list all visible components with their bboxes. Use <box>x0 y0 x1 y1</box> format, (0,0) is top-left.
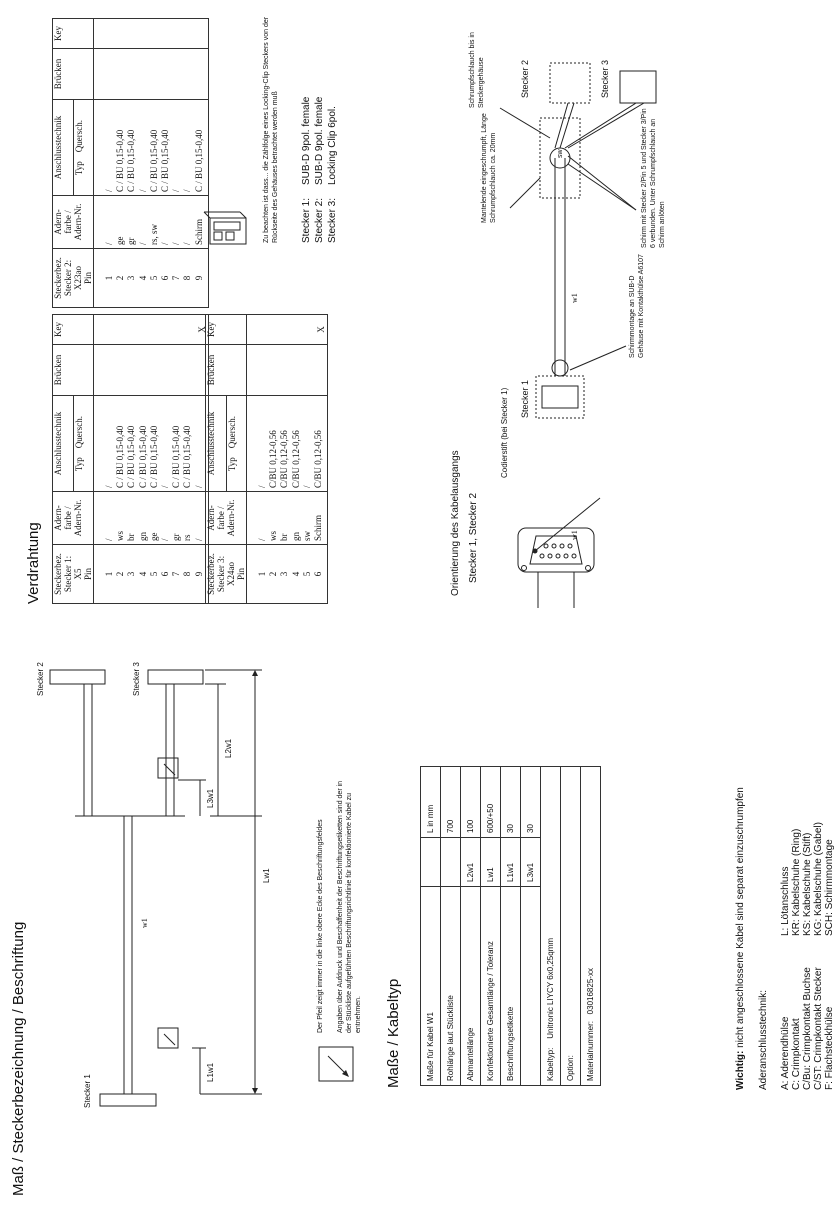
stecker-name: Stecker 3: <box>327 197 338 243</box>
stecker2-box <box>50 670 105 684</box>
schirm-note: Schirm mit Stecker 2/Pin 5 und Stecker 3/Pin 6 verbunden. Unter Schrumpfschlauch an Schirm anlöten <box>641 108 666 248</box>
key-cell: X <box>247 315 328 345</box>
masse-cell: Beschriftungsetikette <box>501 887 521 1086</box>
ader-item: C/ST: Crimpkontakt Stecker <box>813 967 824 1090</box>
wiring-table-stecker3 <box>205 314 328 604</box>
header-anschluss: Anschlusstechnik <box>53 396 74 492</box>
lw1-label: Lw1 <box>262 868 271 883</box>
header-bruecken: Brücken <box>53 344 94 395</box>
pin-column: 1 2 3 4 5 6 7 8 9 <box>94 545 209 604</box>
header-farbe: Adern- farbe / Adern-Nr. <box>206 492 247 545</box>
stecker2-block <box>550 63 590 103</box>
masse-cell: 30 <box>501 767 521 838</box>
farbe-column: / ws br gn sw Schirm <box>247 492 328 545</box>
mantelende-note: Mantelende eingeschrumpft, Länge Schrumpfschlauch ca. 20mm <box>481 113 497 223</box>
ader-item: KG: Kabelschuhe (Gabel) <box>813 822 824 936</box>
table-body-row <box>94 315 209 604</box>
masse-cell: Maße für Kabel W1 <box>421 887 441 1086</box>
farbe-column: / ge gr / rs, sw / / / Schirm <box>94 196 209 249</box>
stecker3-label-right: Stecker 3 <box>600 59 610 98</box>
masse-row <box>441 767 461 1086</box>
bruecken-cell <box>247 344 328 395</box>
masse-cell: 100 <box>461 767 481 838</box>
header-stecker: Steckerbez. Stecker 3: X24ao Pin <box>206 545 247 604</box>
locking-note: Zu beachten ist dass... die Zählfolge eines Locking-Clip Steckers von der Rückseite des Gehäuses betrachtet werden muß <box>263 16 279 243</box>
typ-column: / C/BU 0,12-0,56 C/BU 0,12-0,56 C/BU 0,12-0,56 / C/BU 0,12-0,56 <box>247 396 328 492</box>
stecker-entry <box>326 97 339 243</box>
w1-label-right: w1 <box>570 530 579 540</box>
stecker3-box <box>148 670 203 684</box>
label-note: Angaben über Aufdruck und Beschaffenheit der Beschriftungsetiketten sind der in der Stückliste aufgeführten Beschriftungsrichtlinie für konfektionierte Kabel zu entnehmen. <box>337 780 362 1033</box>
masse-cell: Rohlänge laut Stückliste <box>441 887 461 1086</box>
locking-clip-icon <box>200 208 255 248</box>
masse-row <box>421 767 441 1086</box>
header-key: Key <box>53 19 94 49</box>
masse-cell: Lw1 <box>481 838 501 887</box>
material-row: Materialnummer: 03016825-xx <box>581 767 601 1086</box>
wichtig-line: Wichtig: nicht angeschlossene Kabel sind separat einzuschrumpfen <box>735 787 746 1090</box>
masse-cell: L2w1 <box>461 838 481 887</box>
farbe-column: / ws br gn ge / gr rs / <box>94 492 209 545</box>
masse-cell: Konfektionierte Gesamtlänge / Toleranz <box>481 887 501 1086</box>
masse-row <box>501 767 521 1086</box>
stecker-entry <box>300 97 313 243</box>
table-body-row <box>247 315 328 604</box>
header-stecker: Steckerbez. Stecker 1: X5 Pin <box>53 545 94 604</box>
wiring-table-stecker1 <box>52 314 209 604</box>
header-key: Key <box>206 315 247 345</box>
codierstift-label: Codierstift (bei Stecker 1) <box>500 387 509 478</box>
subd-shell <box>518 528 594 572</box>
stecker1-block <box>536 376 584 418</box>
stecker1-label: Stecker 1 <box>83 1074 92 1108</box>
masse-cell: L in mm <box>421 767 441 838</box>
ader-item: L: Lötanschluss <box>780 866 791 936</box>
table-header-row <box>53 19 74 308</box>
masse-row <box>461 767 481 1086</box>
stecker-type: SUB-D 9pol. female <box>301 96 312 185</box>
header-anschluss: Anschlusstechnik <box>206 396 227 492</box>
header-farbe: Adern- farbe / Adern-Nr. <box>53 492 94 545</box>
masse-row <box>481 767 501 1086</box>
pin-column: 1 2 3 4 5 6 7 8 9 <box>94 249 209 308</box>
stecker-list <box>300 97 339 243</box>
ader-item: KR: Kabelschuhe (Ring) <box>791 828 802 936</box>
stecker2-label: Stecker 2 <box>36 662 45 696</box>
stecker2-label-right: Stecker 2 <box>520 59 530 98</box>
wiring-table-stecker2 <box>52 18 209 308</box>
schrumpf-note: Schrumpfschlauch bis in Steckergehäuse <box>469 32 485 108</box>
stecker-name: Stecker 1: <box>301 197 312 243</box>
orient-sub: Stecker 1, Stecker 2 <box>468 492 479 583</box>
stecker3-label: Stecker 3 <box>132 662 141 696</box>
orient-title: Orientierung des Kabelausgangs <box>450 450 461 596</box>
subd-insert <box>530 536 582 564</box>
cable-diagram <box>440 0 810 608</box>
typ-column: / C / BU 0,15-0,40 C / BU 0,15-0,40 C / BU 0,15-0,40 C / BU 0,15-0,40 / C / BU 0,15-0,40 C / BU 0,15-0,40 / <box>94 396 209 492</box>
masse-cell: 30 <box>521 767 541 838</box>
l3w1-label: L3w1 <box>206 788 215 808</box>
header-anschluss: Anschlusstechnik <box>53 100 74 196</box>
stecker3-block <box>620 71 656 103</box>
table-header-row <box>53 315 74 604</box>
header-typ: Typ Quersch. <box>226 396 247 492</box>
right-title: Verdrahtung <box>25 522 42 604</box>
masse-cell <box>421 838 441 887</box>
l1w1-label: L1w1 <box>206 1062 215 1082</box>
table-header-row <box>206 315 227 604</box>
l2w1-label: L2w1 <box>224 738 233 758</box>
arrow-note-box <box>318 1042 358 1082</box>
header-typ: Typ Quersch. <box>73 100 94 196</box>
w1-label: w1 <box>140 918 149 928</box>
masse-title: Maße / Kabeltyp <box>385 978 402 1088</box>
bruecken-cell <box>94 344 209 395</box>
stecker-entry <box>313 97 326 243</box>
kabeltyp-row: Kabeltyp: Unitronic LIYCY 6x0,25qmm <box>541 767 561 1086</box>
ader-item: SCH: Schirmmontage <box>824 839 835 936</box>
ader-item: F: Flachsteckhülse <box>824 1006 835 1090</box>
ader-item: C/Bu: Crimpkontakt Buchse <box>802 967 813 1090</box>
dimension-drawing <box>0 604 340 1208</box>
ader-item: KS: Kabelschuhe (Stift) <box>802 832 813 936</box>
masse-cell <box>441 838 461 887</box>
ader-list-1 <box>780 967 835 1090</box>
left-title: Maß / Steckerbezeichnung / Beschriftung <box>10 921 27 1196</box>
stecker-name: Stecker 2: <box>314 197 325 243</box>
stecker-type: Locking Clip 6pol. <box>327 106 338 185</box>
header-bruecken: Brücken <box>53 48 94 99</box>
masse-cell: L1w1 <box>501 838 521 887</box>
header-farbe: Adern- farbe / Adern-Nr. <box>53 196 94 249</box>
table-body-row <box>94 19 209 308</box>
key-cell: X <box>94 315 209 345</box>
stecker-type: SUB-D 9pol. female <box>314 96 325 185</box>
header-key: Key <box>53 315 94 345</box>
key-cell <box>94 19 209 49</box>
masse-cell: Abmantellänge <box>461 887 481 1086</box>
ader-item: C: Crimpkontakt <box>791 1018 802 1090</box>
typ-column: / C / BU 0,15-0,40 C / BU 0,15-0,40 / C / BU 0,15-0,40 C / BU 0,15-0,40 / / C / BU 0,15-0,40 <box>94 100 209 196</box>
masse-cell: L3w1 <box>521 838 541 887</box>
masse-cell <box>521 887 541 1086</box>
masse-row <box>521 767 541 1086</box>
stecker1-label-right: Stecker 1 <box>520 379 530 418</box>
option-row: Option: <box>561 767 581 1086</box>
pin-column: 1 2 3 4 5 6 <box>247 545 328 604</box>
arrow-note: Der Pfeil zeigt immer in die linke obere Ecke des Beschriftungsfeldes <box>317 819 324 1033</box>
w1-label-cable: w1 <box>570 293 579 303</box>
sw-label: sw <box>557 149 564 158</box>
header-typ: Typ Quersch. <box>73 396 94 492</box>
masse-cell: 600/+50 <box>481 767 501 838</box>
ader-item: A: Aderendhülse <box>780 1016 791 1090</box>
ader-title: Aderanschlusstechnik: <box>758 989 769 1090</box>
ader-list-2 <box>780 822 835 936</box>
header-bruecken: Brücken <box>206 344 247 395</box>
schirmmontage-note: Schirmmontage an SUB-D Gehäuse mit Kontakthülse A6107 <box>629 254 645 358</box>
header-stecker: Steckerbez. Stecker 2: X23ao Pin <box>53 249 94 308</box>
masse-cell: 700 <box>441 767 461 838</box>
stecker1-box <box>100 1094 156 1106</box>
masse-table <box>420 766 601 1086</box>
bruecken-cell <box>94 48 209 99</box>
